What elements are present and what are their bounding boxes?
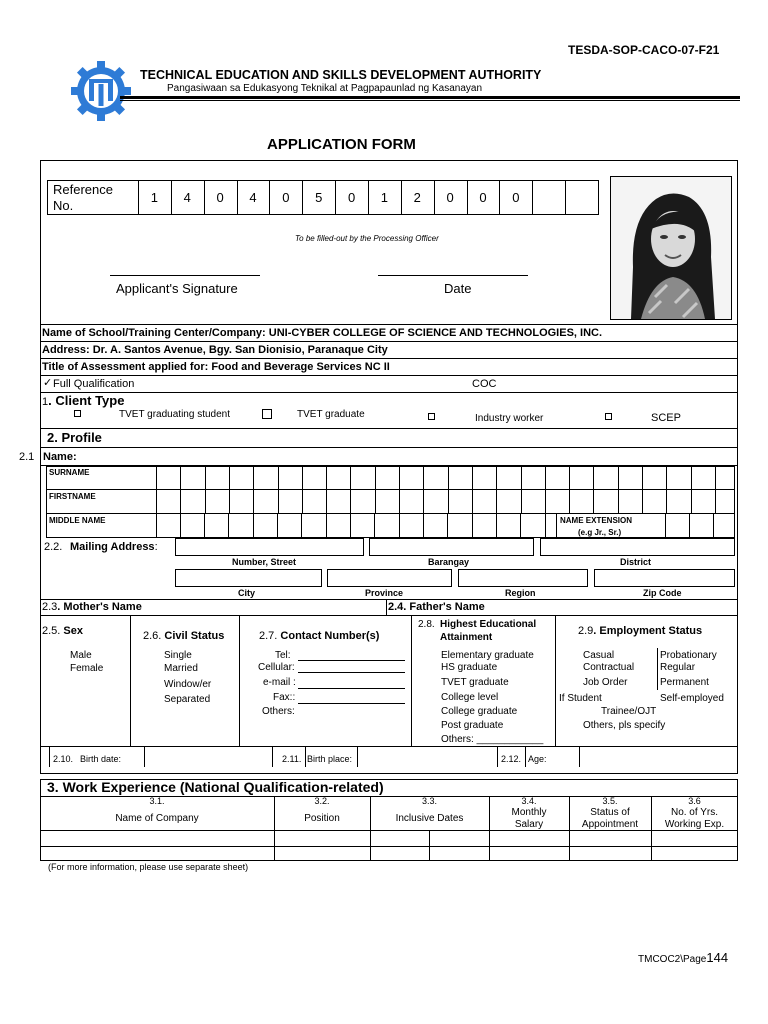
name-cell-divider[interactable] xyxy=(472,466,473,514)
work-col-label: Status of xyxy=(590,807,630,818)
mother-label-text: . Mother's Name xyxy=(57,601,142,613)
name-cell-divider[interactable] xyxy=(375,466,376,514)
birthplace-label: Birth place: xyxy=(307,754,353,764)
name-extension-cell-divider[interactable] xyxy=(665,513,666,538)
name-label: Name: xyxy=(43,451,77,463)
reference-cell-divider xyxy=(598,180,599,215)
emp-num: 2.9 xyxy=(578,625,594,637)
emp-label: . Employment Status xyxy=(593,625,703,637)
work-note: (For more information, please use separate sheet) xyxy=(48,862,249,872)
name-cell-divider[interactable] xyxy=(545,466,546,514)
name-cell-divider[interactable] xyxy=(180,466,181,514)
work-col-label: Monthly xyxy=(511,807,547,818)
work-col-label: No. of Yrs. xyxy=(670,807,719,818)
emp-job-order[interactable]: Job Order xyxy=(583,677,628,688)
work-col-num: 3.4. xyxy=(521,796,537,806)
district-field[interactable] xyxy=(540,538,735,556)
edu-option[interactable]: Others: ____________ xyxy=(441,734,544,745)
name-cell-divider[interactable] xyxy=(229,466,230,514)
work-title-text: Work Experience (National Qualification-related) xyxy=(62,779,384,795)
reference-label-2: No. xyxy=(53,198,74,213)
sex-label: Sex xyxy=(63,625,83,637)
work-num: 3. xyxy=(47,779,59,795)
scep-label: SCEP xyxy=(651,412,681,424)
city-caption: City xyxy=(238,588,256,598)
name-cell-divider[interactable] xyxy=(448,466,449,514)
middlename-cell-divider[interactable] xyxy=(180,513,181,538)
email-label: e-mail : xyxy=(263,677,296,688)
name-num: 2.1 xyxy=(19,451,35,463)
reference-digit: 0 xyxy=(282,190,290,205)
org-name: TECHNICAL EDUCATION AND SKILLS DEVELOPMENT AUTHORITY xyxy=(140,68,542,82)
name-cell-divider[interactable] xyxy=(691,466,692,514)
civil-status-title xyxy=(143,630,224,642)
work-experience-title xyxy=(47,779,384,795)
sex-female[interactable]: Female xyxy=(70,663,104,674)
school-address: Address: Dr. A. Santos Avenue, Bgy. San Dionisio, Paranaque City xyxy=(42,344,388,356)
industry-worker-label: Industry worker xyxy=(475,413,544,424)
civil-separated[interactable]: Separated xyxy=(164,694,211,705)
region-caption: Region xyxy=(505,588,536,598)
reference-digit: 0 xyxy=(347,190,356,205)
civil-married[interactable]: Married xyxy=(164,663,198,674)
reference-digit: 4 xyxy=(183,190,191,205)
emp-others[interactable]: Others, pls specify xyxy=(583,720,666,731)
form-title: APPLICATION FORM xyxy=(267,136,416,153)
contact-num: 2.7. xyxy=(259,630,278,642)
middlename-cell-divider[interactable] xyxy=(277,513,278,538)
middlename-label: MIDDLE NAME xyxy=(49,516,106,525)
middlename-cell-divider[interactable] xyxy=(156,513,157,538)
name-cell-divider[interactable] xyxy=(399,466,400,514)
full-qualification-label: Full Qualification xyxy=(53,378,135,390)
middlename-cell-divider[interactable] xyxy=(374,513,375,538)
applicant-signature-line xyxy=(110,275,260,276)
scep-checkbox[interactable] xyxy=(605,413,612,420)
work-col-num: 3.1. xyxy=(149,796,165,806)
middlename-cell-divider[interactable] xyxy=(496,513,497,538)
name-cell-divider[interactable] xyxy=(205,466,206,514)
reference-digit: 0 xyxy=(512,190,520,205)
work-col-num: 3.2. xyxy=(314,796,330,806)
client-type-num: 1 xyxy=(42,396,49,408)
assessment-title: Title of Assessment applied for: Food and Beverage Services NC II xyxy=(42,361,390,373)
name-cell-divider[interactable] xyxy=(569,466,570,514)
father-name-label: 2.4. Father's Name xyxy=(388,601,485,613)
name-cell-divider[interactable] xyxy=(423,466,424,514)
work-col-num: 3.3. xyxy=(421,796,437,806)
middlename-cell-divider[interactable] xyxy=(204,513,205,538)
district-caption: District xyxy=(620,557,652,567)
age-num: 2.12. xyxy=(501,754,522,764)
barangay-caption: Barangay xyxy=(428,557,470,567)
province-caption: Province xyxy=(365,588,404,598)
birthdate-label: Birth date: xyxy=(80,754,122,764)
school-name: Name of School/Training Center/Company: UNI-CYBER COLLEGE OF SCIENCE AND TECHNOLOGIES, INC. xyxy=(42,327,603,339)
tvet-graduating-checkbox[interactable] xyxy=(74,410,81,417)
emp-trainee[interactable]: Trainee/OJT xyxy=(601,706,657,717)
civil-widower[interactable]: Window/er xyxy=(164,679,212,690)
date-label: Date xyxy=(444,281,472,296)
client-type-title xyxy=(42,393,124,408)
sex-num: 2.5. xyxy=(42,625,61,637)
name-cell-divider[interactable] xyxy=(253,466,254,514)
client-type-label: . Client Type xyxy=(48,393,125,408)
sex-title xyxy=(42,625,83,637)
street-caption: Number, Street xyxy=(232,557,297,567)
barangay-field[interactable] xyxy=(369,538,534,556)
middlename-cell-divider[interactable] xyxy=(472,513,473,538)
others-contact-label: Others: xyxy=(262,706,295,717)
name-extension-cell-divider[interactable] xyxy=(713,513,714,538)
name-cell-divider[interactable] xyxy=(715,466,716,514)
work-col-label-2: Appointment xyxy=(581,819,639,830)
name-cell-divider[interactable] xyxy=(642,466,643,514)
date-line xyxy=(378,275,528,276)
edu-title-2: Attainment xyxy=(440,632,493,643)
firstname-label: FIRSTNAME xyxy=(49,492,96,501)
birthdate-num: 2.10. xyxy=(53,754,74,764)
zip-field[interactable] xyxy=(594,569,735,587)
cellular-label: Cellular: xyxy=(258,662,295,673)
full-qualification-checkbox[interactable] xyxy=(43,376,52,389)
zip-caption: Zip Code xyxy=(643,588,682,598)
profile-title: 2. Profile xyxy=(47,430,102,445)
middlename-cell-divider[interactable] xyxy=(228,513,229,538)
emp-casual[interactable]: Casual xyxy=(583,650,615,661)
edu-option[interactable]: HS graduate xyxy=(441,662,498,673)
header-rule-thin xyxy=(120,100,740,101)
middlename-cell-divider[interactable] xyxy=(399,513,400,538)
reference-digit: 1 xyxy=(150,190,159,205)
org-tagline: Pangasiwaan sa Edukasyong Teknikal at Pagpapaunlad ng Kasanayan xyxy=(167,83,483,94)
street-field[interactable] xyxy=(175,538,364,556)
cellular-field[interactable] xyxy=(298,672,405,673)
reference-digit: 0 xyxy=(479,190,487,205)
tel-label: Tel: xyxy=(275,650,291,661)
employment-divider xyxy=(657,648,658,690)
name-row-divider xyxy=(46,513,735,514)
industry-worker-checkbox[interactable] xyxy=(428,413,435,420)
middlename-cell-divider[interactable] xyxy=(447,513,448,538)
work-col-label: Name of Company xyxy=(115,813,199,824)
age-field[interactable] xyxy=(579,746,580,767)
province-field[interactable] xyxy=(327,569,452,587)
tvet-graduate-label: TVET graduate xyxy=(297,409,365,420)
age-label: Age: xyxy=(528,754,547,764)
reference-digit: 0 xyxy=(446,190,454,205)
sex-male[interactable]: Male xyxy=(70,650,92,661)
tvet-graduating-label: TVET graduating student xyxy=(119,409,230,420)
emp-self-employed[interactable]: Self-employed xyxy=(660,693,724,704)
emp-contractual[interactable]: Contractual xyxy=(583,662,635,673)
birthplace-field[interactable] xyxy=(497,746,498,767)
name-extension-example: (e.g Jr., Sr.) xyxy=(578,528,622,537)
emp-if-student: If Student xyxy=(559,693,602,704)
fax-field[interactable] xyxy=(298,703,405,704)
tvet-graduate-checkbox[interactable] xyxy=(262,409,272,419)
edu-option[interactable]: TVET graduate xyxy=(441,677,509,688)
email-field[interactable] xyxy=(298,688,405,689)
work-col-num: 3.5. xyxy=(602,796,618,806)
reference-digit: 0 xyxy=(216,190,224,205)
civil-num: 2.6. xyxy=(143,630,162,642)
page-prefix: TMCOC2\Page xyxy=(638,954,707,965)
name-row-divider xyxy=(46,489,735,490)
name-cell-divider[interactable] xyxy=(302,466,303,514)
name-cell-divider[interactable] xyxy=(521,466,522,514)
edu-title-num: 2.8. xyxy=(418,619,435,630)
work-col-label: Position xyxy=(304,813,340,824)
tel-field[interactable] xyxy=(298,660,405,661)
contact-label: Contact Number(s) xyxy=(280,630,380,642)
edu-option[interactable]: College graduate xyxy=(441,706,518,717)
header-rule xyxy=(120,96,740,99)
work-col-label: Inclusive Dates xyxy=(395,813,464,824)
birthplace-num: 2.11. xyxy=(282,754,302,764)
middlename-cell-divider[interactable] xyxy=(326,513,327,538)
name-cell-divider[interactable] xyxy=(496,466,497,514)
work-col-label-2: Working Exp. xyxy=(664,819,725,830)
employment-title xyxy=(578,625,702,637)
processing-officer-note: To be filled-out by the Processing Officer xyxy=(295,234,439,243)
name-cell-divider[interactable] xyxy=(618,466,619,514)
reference-digit: 4 xyxy=(249,190,257,205)
name-cell-divider[interactable] xyxy=(156,466,157,514)
fax-label: Fax:: xyxy=(273,692,296,703)
mailing-num: 2.2. xyxy=(44,541,63,553)
name-extension-label: NAME EXTENSION xyxy=(560,516,633,525)
middlename-cell-divider[interactable] xyxy=(350,513,351,538)
civil-single[interactable]: Single xyxy=(164,650,192,661)
contact-title xyxy=(259,630,379,642)
checkmark-icon: ✓ xyxy=(43,377,53,389)
applicant-photo xyxy=(610,176,732,320)
page-number: 144 xyxy=(706,950,729,965)
middlename-cell-divider[interactable] xyxy=(545,513,546,538)
name-extension-cell-divider[interactable] xyxy=(689,513,690,538)
tesda-logo xyxy=(70,60,132,122)
reference-digit xyxy=(532,181,565,214)
emp-probationary[interactable]: Probationary xyxy=(660,650,717,661)
reference-digit: 1 xyxy=(380,190,389,205)
middlename-cell-divider[interactable] xyxy=(423,513,424,538)
name-cell-divider[interactable] xyxy=(593,466,594,514)
edu-option[interactable]: Post graduate xyxy=(441,720,504,731)
page-footer xyxy=(638,950,728,965)
middlename-cell-divider[interactable] xyxy=(520,513,521,538)
region-field[interactable] xyxy=(458,569,588,587)
city-field[interactable] xyxy=(175,569,322,587)
reference-label xyxy=(53,182,113,214)
edu-option[interactable]: Elementary graduate xyxy=(441,650,534,661)
mother-num: 2.3 xyxy=(42,601,58,613)
work-col-label-2: Salary xyxy=(514,819,544,830)
reference-digit xyxy=(565,181,598,214)
name-cell-divider[interactable] xyxy=(278,466,279,514)
mailing-label xyxy=(70,541,158,553)
reference-digit: 5 xyxy=(315,190,323,205)
mailing-colon: : xyxy=(154,541,158,553)
mailing-label-text: Mailing Address xyxy=(70,541,155,553)
reference-digit: 2 xyxy=(413,190,421,205)
birthdate-field[interactable] xyxy=(272,746,273,767)
reference-label-1: Reference xyxy=(53,182,113,197)
name-cell-divider[interactable] xyxy=(350,466,351,514)
edu-option[interactable]: College level xyxy=(441,692,499,703)
applicant-signature-label: Applicant's Signature xyxy=(116,281,238,296)
middlename-cell-divider[interactable] xyxy=(253,513,254,538)
emp-regular[interactable]: Regular xyxy=(660,662,696,673)
emp-permanent[interactable]: Permanent xyxy=(660,677,709,688)
doc-code: TESDA-SOP-CACO-07-F21 xyxy=(568,43,720,57)
surname-label: SURNAME xyxy=(49,468,90,477)
name-grid-frame xyxy=(46,466,735,538)
work-col-num: 3.6 xyxy=(688,796,701,806)
edu-title-1: Highest Educational xyxy=(440,619,537,630)
inclusive-dates-divider xyxy=(429,830,430,861)
name-extension-divider xyxy=(556,513,557,538)
name-cell-divider[interactable] xyxy=(326,466,327,514)
civil-label: Civil Status xyxy=(164,630,225,642)
mother-name-label xyxy=(42,601,142,613)
middlename-cell-divider[interactable] xyxy=(301,513,302,538)
name-cell-divider[interactable] xyxy=(666,466,667,514)
coc-label: COC xyxy=(472,378,497,390)
